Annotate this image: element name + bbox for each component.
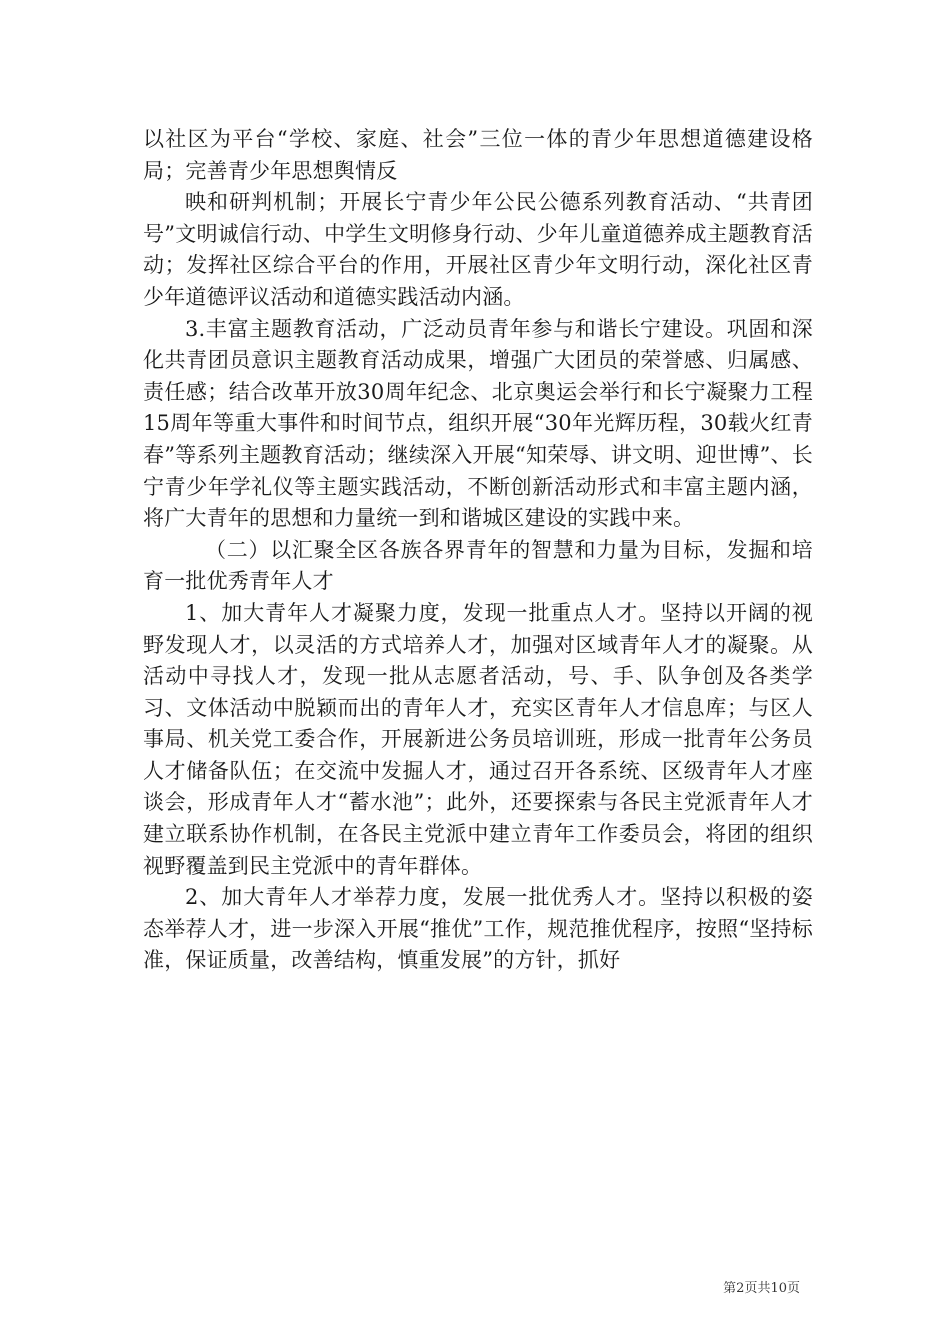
page-number-footer: 第2页共10页: [723, 1281, 800, 1296]
paragraph-theme-education: 3.丰富主题教育活动，广泛动员青年参与和谐长宁建设。巩固和深化共青团员意识主题教育活动成果，增强广大团员的荣誉感、归属感、责任感；结合改革开放30周年纪念、北京奥运会举行和长宁凝聚力工程15周年等重大事件和时间节点，组织开展“30年光辉历程，30载火红青春”等系列主题教育活动；继续深入开展“知荣辱、讲文明、迎世博”、长宁青少年学礼仪等主题实践活动，不断创新活动形式和丰富主题内涵，将广大青年的思想和力量统一到和谐城区建设的实践中来。: [143, 316, 813, 531]
paragraph-talent-recommendation: 2、加大青年人才举荐力度，发展一批优秀人才。坚持以积极的姿态举荐人才，进一步深入开展“推优”工作，规范推优程序，按照“坚持标准，保证质量，改善结构，慎重发展”的方针，抓好: [143, 885, 813, 973]
document-body: [143, 124, 813, 977]
section-heading-talent: （二）以汇聚全区各族各界青年的智慧和力量为目标，发掘和培育一批优秀青年人才: [143, 537, 813, 594]
paragraph-talent-cohesion: 1、加大青年人才凝聚力度，发现一批重点人才。坚持以开阔的视野发现人才，以灵活的方式培养人才，加强对区域青年人才的凝聚。从活动中寻找人才，发现一批从志愿者活动，号、手、队争创及各类学习、文体活动中脱颖而出的青年人才，充实区青年人才信息库；与区人事局、机关党工委合作，开展新进公务员培训班，形成一批青年公务员人才储备队伍；在交流中发掘人才，通过召开各系统、区级青年人才座谈会，形成青年人才“蓄水池”；此外，还要探索与各民主党派青年人才建立联系协作机制，在各民主党派中建立青年工作委员会，将团的组织视野覆盖到民主党派中的青年群体。: [143, 600, 813, 878]
paragraph-continued: 以社区为平台“学校、家庭、社会”三位一体的青少年思想道德建设格局；完善青少年思想舆情反: [143, 127, 813, 183]
paragraph-mechanism: 映和研判机制；开展长宁青少年公民公德系列教育活动、“共青团号”文明诚信行动、中学生文明修身行动、少年儿童道德养成主题教育活动；发挥社区综合平台的作用，开展社区青少年文明行动，深化社区青少年道德评议活动和道德实践活动内涵。: [143, 190, 813, 309]
